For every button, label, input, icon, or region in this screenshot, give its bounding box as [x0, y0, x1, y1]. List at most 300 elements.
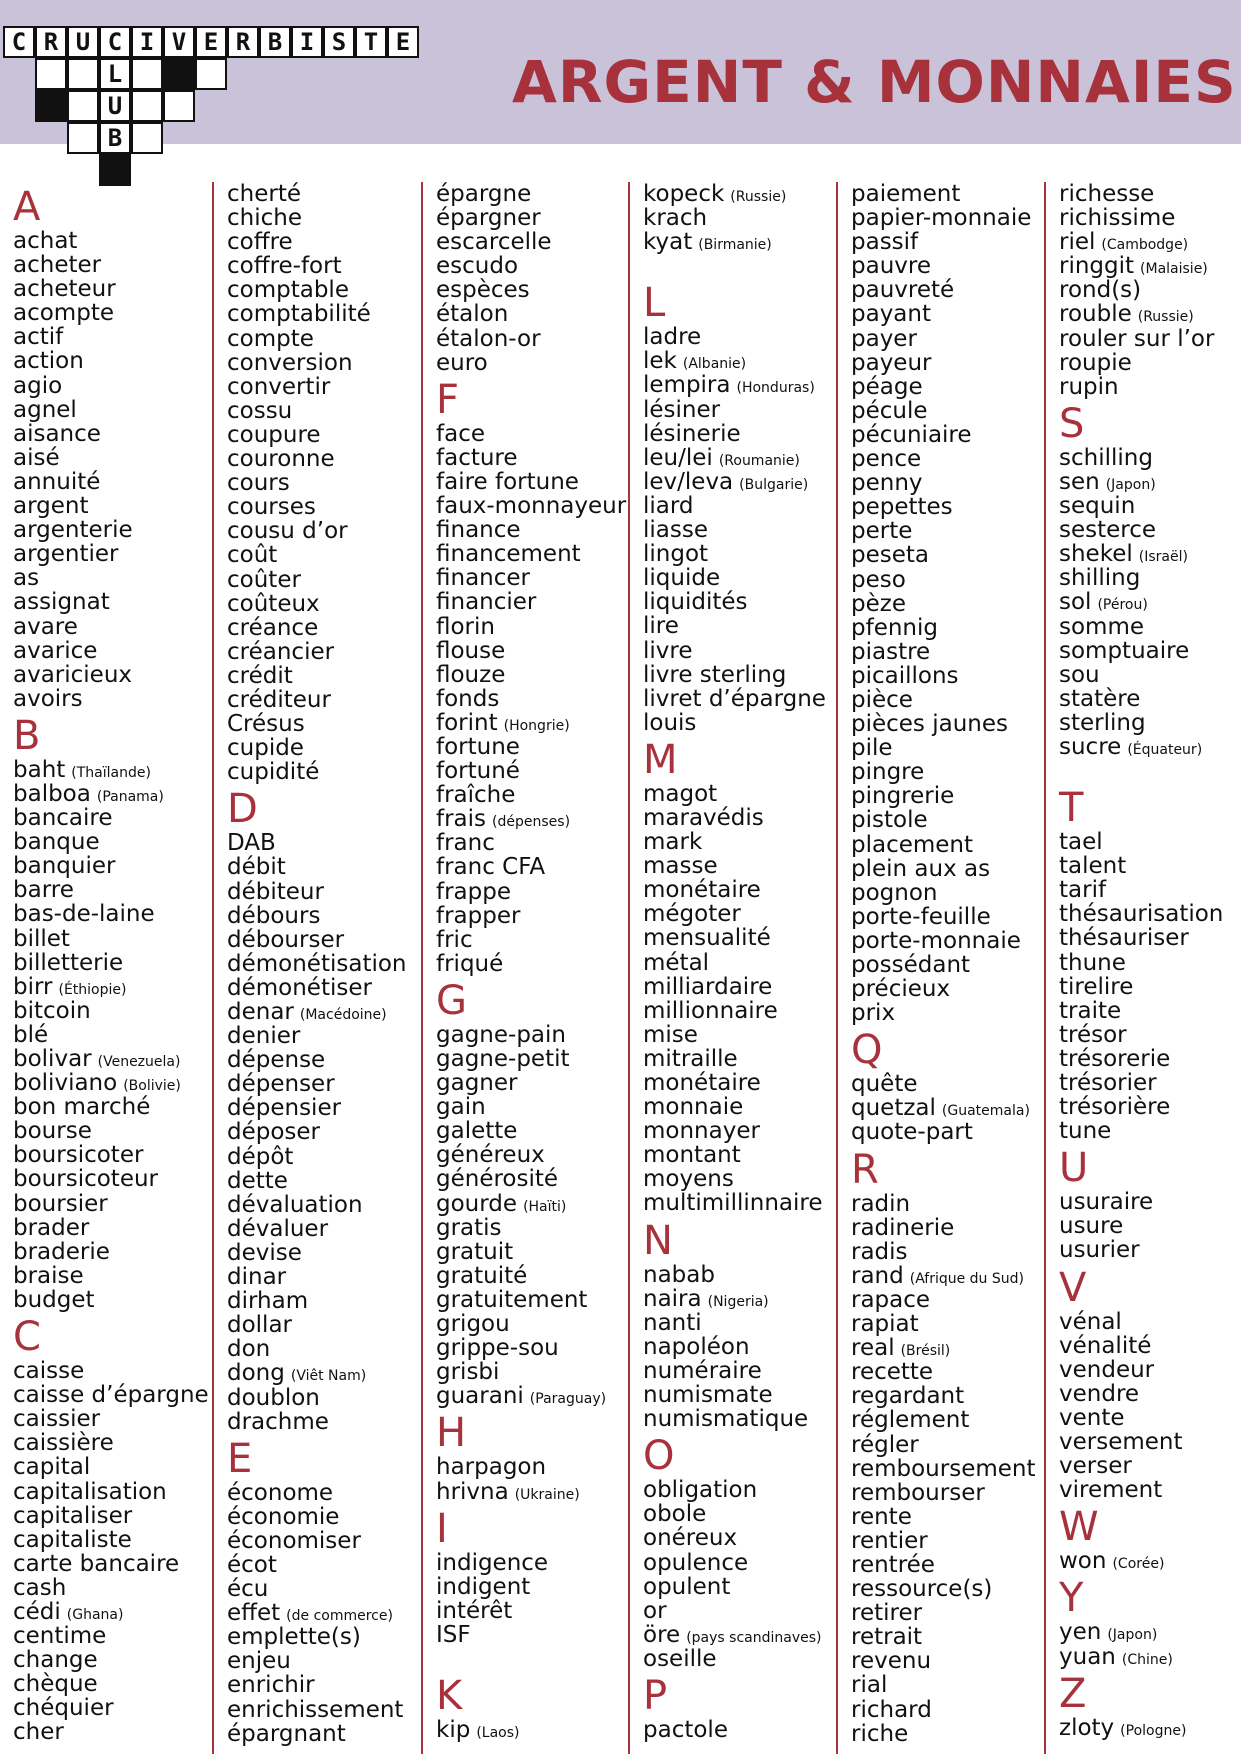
section-letter: R [851, 1146, 879, 1193]
word-text: dévaluation [227, 1191, 363, 1218]
word-text: quête [851, 1071, 918, 1098]
word-entry [1059, 902, 1241, 926]
word-text: kip [436, 1716, 471, 1743]
word-text: hrivna [436, 1478, 509, 1505]
word-entry [227, 1698, 420, 1722]
word-entry [227, 423, 420, 447]
word-text: bon marché [13, 1094, 151, 1121]
word-entry [851, 278, 1043, 302]
section-letter: L [643, 280, 666, 327]
word-entry [851, 447, 1043, 471]
word-text: mégoter [643, 901, 741, 928]
word-entry [1059, 566, 1241, 590]
section-letter: U [1059, 1145, 1089, 1192]
word-text: argent [13, 493, 89, 520]
word-text: numéraire [643, 1357, 762, 1384]
word-entry [13, 398, 210, 422]
word-text: payeur [851, 349, 932, 376]
word-text: grippe-sou [436, 1335, 559, 1362]
word-entry [13, 1720, 210, 1744]
word-entry [13, 349, 210, 373]
word-entry [1059, 1549, 1241, 1573]
word-entry [643, 1526, 835, 1550]
word-text: enrichissement [227, 1696, 404, 1723]
word-entry [1059, 975, 1241, 999]
word-entry [643, 782, 835, 806]
word-entry [643, 542, 835, 566]
word-note: (pays scandinaves) [686, 1629, 822, 1646]
word-entry [227, 1601, 420, 1625]
word-text: payer [851, 325, 917, 352]
word-text: monnaie [643, 1094, 744, 1121]
word-entry [13, 494, 210, 518]
section-gap [436, 1647, 627, 1671]
word-text: numismatique [643, 1406, 809, 1433]
word-entry [851, 760, 1043, 784]
word-entry [13, 446, 210, 470]
word-entry [851, 1360, 1043, 1384]
word-entry [227, 880, 420, 904]
word-text: dette [227, 1167, 288, 1194]
word-text: financer [436, 565, 530, 592]
word-entry [13, 518, 210, 542]
word-text: enjeu [227, 1648, 291, 1675]
word-entry [643, 1407, 835, 1431]
word-entry [13, 422, 210, 446]
word-text: peseta [851, 542, 929, 569]
word-text: capitalisation [13, 1478, 167, 1505]
word-note: (dépenses) [492, 814, 571, 831]
word-text: kyat [643, 229, 693, 256]
word-text: shekel [1059, 541, 1133, 568]
word-note: (Russie) [730, 189, 787, 205]
word-entry [643, 830, 835, 854]
word-column-6 [1044, 182, 1241, 1754]
word-entry [227, 568, 420, 592]
section-letter: M [643, 736, 678, 783]
word-entry [13, 325, 210, 349]
word-entry [13, 566, 210, 590]
word-text: capital [13, 1454, 91, 1481]
word-text: acheteur [13, 276, 116, 303]
word-text: magot [643, 780, 718, 807]
word-note: (Roumanie) [718, 452, 800, 469]
word-text: livre sterling [643, 661, 787, 688]
word-text: gagner [436, 1070, 518, 1097]
word-entry [851, 953, 1043, 977]
crossword-letter-cell: C [3, 26, 35, 58]
word-text: cupide [227, 735, 304, 762]
word-text: banque [13, 829, 100, 856]
word-text: flouze [436, 661, 506, 688]
word-entry [227, 952, 420, 976]
word-note: (Laos) [476, 1724, 520, 1741]
word-entry [643, 398, 835, 422]
section-letter: A [13, 184, 41, 230]
word-text: talent [1059, 853, 1127, 880]
word-text: agnel [13, 396, 77, 423]
word-entry [643, 1575, 835, 1599]
word-entry [851, 977, 1043, 1001]
word-entry [436, 1119, 627, 1143]
word-text: face [436, 420, 485, 447]
crossword-letter-cell: U [99, 90, 131, 122]
word-entry [436, 928, 627, 952]
word-text: radin [851, 1190, 911, 1217]
word-text: revenu [851, 1648, 932, 1675]
word-entry [1059, 1478, 1241, 1502]
word-entry [1059, 711, 1241, 735]
word-text: franc CFA [436, 854, 546, 881]
word-text: épargne [436, 182, 532, 207]
word-text: annuité [13, 468, 101, 495]
word-entry [227, 1649, 420, 1673]
word-text: cédi [13, 1598, 61, 1625]
word-text: dépensier [227, 1095, 342, 1122]
word-text: action [13, 348, 84, 375]
word-entry [13, 1504, 210, 1528]
word-entry [436, 1071, 627, 1095]
word-text: leu/lei [643, 444, 713, 471]
word-entry [643, 1718, 835, 1742]
word-entry [851, 1336, 1043, 1360]
word-entry [851, 1072, 1043, 1096]
word-text: denar [227, 999, 294, 1025]
word-text: obole [643, 1501, 707, 1528]
word-text: sterling [1059, 709, 1146, 736]
word-entry [227, 1120, 420, 1144]
word-text: remboursement [851, 1455, 1036, 1482]
word-text: boursicoter [13, 1142, 144, 1169]
word-text: emplette(s) [227, 1624, 361, 1651]
word-note: (Chine) [1121, 1651, 1173, 1668]
word-entry [436, 807, 627, 831]
word-entry [13, 1023, 210, 1047]
word-entry [1059, 687, 1241, 711]
word-entry [436, 1551, 627, 1575]
word-text: louis [643, 709, 697, 736]
word-text: facture [436, 444, 518, 471]
word-text: caisse d’épargne [13, 1382, 209, 1409]
word-text: banquier [13, 853, 116, 880]
word-entry [1059, 182, 1241, 206]
word-entry [851, 399, 1043, 423]
word-text: or [643, 1597, 667, 1624]
word-entry [643, 1599, 835, 1623]
word-text: rente [851, 1503, 912, 1530]
word-entry [436, 470, 627, 494]
word-text: oseille [643, 1645, 717, 1672]
word-text: krach [643, 205, 708, 232]
word-entry [227, 855, 420, 879]
section-letter: B [13, 712, 41, 759]
word-text: chiche [227, 205, 302, 232]
word-entry [1059, 951, 1241, 975]
word-text: sesterce [1059, 517, 1157, 544]
word-text: économiser [227, 1527, 361, 1554]
word-entry [436, 254, 627, 278]
word-note: (Corée) [1112, 1556, 1165, 1573]
word-text: possédant [851, 952, 971, 978]
word-entry [851, 568, 1043, 592]
word-note: (Birmanie) [698, 237, 772, 254]
word-entry [13, 1696, 210, 1720]
word-entry [227, 1577, 420, 1601]
word-text: caissier [13, 1406, 101, 1433]
word-note: (Guatemala) [941, 1103, 1030, 1120]
word-note: (Japon) [1105, 476, 1156, 493]
word-text: devise [227, 1239, 302, 1266]
word-text: pistole [851, 807, 928, 834]
word-entry [227, 351, 420, 375]
word-text: gagne-pain [436, 1021, 566, 1048]
word-entry [643, 639, 835, 663]
crossword-empty-cell [67, 90, 99, 122]
word-entry [851, 230, 1043, 254]
word-entry [13, 1431, 210, 1455]
word-text: créance [227, 614, 319, 641]
word-entry [851, 302, 1043, 326]
section-letter: V [1059, 1264, 1087, 1311]
word-text: billet [13, 925, 70, 952]
word-text: monnayer [643, 1118, 760, 1145]
word-entry [227, 1553, 420, 1577]
word-text: démonétisation [227, 950, 407, 977]
section-letter: W [1059, 1504, 1099, 1551]
word-text: précieux [851, 976, 951, 1003]
word-text: yuan [1059, 1643, 1116, 1670]
word-entry [851, 1505, 1043, 1529]
word-entry [227, 1313, 420, 1337]
word-text: drachme [227, 1408, 329, 1435]
word-entry [851, 1457, 1043, 1481]
crossword-empty-cell [163, 90, 195, 122]
word-entry [643, 1502, 835, 1526]
word-entry [643, 1478, 835, 1502]
word-text: lev/leva [643, 468, 734, 495]
word-note: (Macédoine) [299, 1007, 387, 1023]
word-text: virement [1059, 1477, 1163, 1504]
word-text: fric [436, 926, 473, 953]
word-entry [1059, 1430, 1241, 1454]
word-text: pièce [851, 686, 913, 713]
word-text: frappe [436, 878, 511, 905]
word-text: tirelire [1059, 973, 1134, 1000]
word-entry [227, 640, 420, 664]
word-entry [851, 254, 1043, 278]
word-text: sen [1059, 468, 1100, 495]
word-text: Crésus [227, 711, 305, 738]
word-entry [227, 399, 420, 423]
word-entry [227, 1722, 420, 1746]
word-entry [851, 929, 1043, 953]
word-text: quetzal [851, 1095, 936, 1122]
word-text: galette [436, 1118, 518, 1145]
word-text: ressource(s) [851, 1576, 993, 1603]
word-entry [1059, 1716, 1241, 1740]
word-entry [227, 1673, 420, 1697]
word-text: radinerie [851, 1214, 955, 1241]
word-entry [13, 687, 210, 711]
word-entry [851, 1408, 1043, 1432]
word-text: picaillons [851, 662, 959, 689]
word-text: braderie [13, 1238, 110, 1265]
word-text: lek [643, 348, 677, 375]
word-text: coupure [227, 421, 321, 448]
word-column-5 [836, 182, 1043, 1754]
word-entry [1059, 351, 1241, 375]
word-text: mise [643, 1021, 698, 1048]
word-entry [643, 1167, 835, 1191]
word-text: boursier [13, 1190, 108, 1217]
word-entry [1059, 735, 1241, 759]
word-entry [13, 639, 210, 663]
word-entry [13, 542, 210, 566]
word-text: pile [851, 735, 893, 762]
word-entry [1059, 999, 1241, 1023]
word-entry [227, 1024, 420, 1048]
word-text: débourser [227, 926, 345, 953]
word-entry [227, 592, 420, 616]
word-entry [1059, 926, 1241, 950]
word-text: riel [1059, 229, 1096, 256]
word-entry [13, 1192, 210, 1216]
word-text: grisbi [436, 1359, 500, 1386]
word-entry [436, 446, 627, 470]
word-entry [13, 663, 210, 687]
word-entry [13, 1600, 210, 1624]
crossword-logo [3, 26, 423, 190]
word-text: avaricieux [13, 661, 133, 688]
word-text: débiteur [227, 878, 324, 905]
word-text: multimillinnaire [643, 1190, 823, 1217]
word-text: lempira [643, 372, 731, 399]
crossword-letter-cell: V [163, 26, 195, 58]
word-text: sol [1059, 589, 1092, 616]
word-entry [643, 422, 835, 446]
word-entry [227, 254, 420, 278]
word-note: (Malaisie) [1140, 261, 1208, 278]
word-entry [436, 1240, 627, 1264]
word-text: versement [1059, 1429, 1183, 1456]
word-entry [1059, 302, 1241, 326]
word-text: cousu d’or [227, 518, 348, 545]
word-entry [436, 302, 627, 326]
word-text: forint [436, 709, 498, 736]
word-entry [436, 1312, 627, 1336]
word-entry [1059, 854, 1241, 878]
word-text: financement [436, 541, 581, 568]
word-text: effet [227, 1600, 281, 1627]
word-text: retrait [851, 1624, 923, 1651]
word-entry [227, 1096, 420, 1120]
word-text: faire fortune [436, 468, 579, 495]
word-text: boliviano [13, 1070, 118, 1097]
word-text: coût [227, 542, 278, 569]
word-note: (Venezuela) [97, 1054, 181, 1070]
word-text: chéquier [13, 1695, 114, 1722]
crossword-letter-cell: I [131, 26, 163, 58]
word-entry [851, 1529, 1043, 1553]
word-entry [13, 1383, 210, 1407]
word-entry [851, 1601, 1043, 1625]
word-entry [643, 1263, 835, 1287]
word-entry [227, 688, 420, 712]
word-entry [643, 663, 835, 687]
word-entry [13, 1648, 210, 1672]
word-entry [436, 1455, 627, 1479]
word-entry [13, 1216, 210, 1240]
word-entry [227, 278, 420, 302]
word-entry [436, 783, 627, 807]
word-entry [436, 952, 627, 976]
word-entry [851, 471, 1043, 495]
page-title: ARGENT & MONNAIES [512, 48, 1237, 116]
word-entry [227, 928, 420, 952]
word-entry [643, 687, 835, 711]
word-text: aisance [13, 420, 101, 447]
word-entry [851, 712, 1043, 736]
word-note: (Haïti) [523, 1198, 567, 1215]
word-text: enrichir [227, 1672, 315, 1699]
word-text: cupidité [227, 759, 320, 786]
word-text: richesse [1059, 182, 1155, 207]
word-text: maravédis [643, 804, 764, 831]
word-entry [227, 616, 420, 640]
word-text: kopeck [643, 182, 725, 207]
word-note: (Nigeria) [707, 1293, 769, 1310]
word-entry [227, 712, 420, 736]
word-text: rentrée [851, 1551, 935, 1578]
word-text: gratuitement [436, 1286, 588, 1313]
word-entry [436, 1336, 627, 1360]
word-text: öre [643, 1621, 681, 1648]
word-text: frapper [436, 902, 521, 929]
word-entry [436, 1095, 627, 1119]
word-entry [227, 1529, 420, 1553]
word-text: fraîche [436, 782, 516, 809]
word-entry [227, 230, 420, 254]
word-text: écot [227, 1551, 277, 1578]
word-entry [851, 808, 1043, 832]
word-text: harpagon [436, 1454, 547, 1481]
word-text: liquidités [643, 589, 748, 616]
word-entry [13, 1119, 210, 1143]
word-text: plein aux as [851, 855, 991, 882]
word-entry [436, 278, 627, 302]
word-text: billetterie [13, 949, 124, 976]
word-text: lire [643, 613, 679, 640]
word-entry [643, 206, 835, 230]
word-entry [643, 494, 835, 518]
word-text: faux-monnayeur [436, 493, 627, 520]
word-entry [643, 1143, 835, 1167]
word-entry [227, 1361, 420, 1385]
word-text: coûter [227, 566, 301, 593]
word-entry [227, 664, 420, 688]
word-note: (Ghana) [66, 1606, 124, 1623]
word-entry [851, 784, 1043, 808]
word-entry [1059, 1620, 1241, 1644]
word-text: liard [643, 492, 694, 519]
word-entry [13, 1359, 210, 1383]
word-text: fonds [436, 685, 500, 712]
word-text: argentier [13, 541, 119, 568]
word-text: bancaire [13, 805, 113, 832]
word-entry [1059, 1095, 1241, 1119]
word-entry [13, 277, 210, 301]
word-text: grigou [436, 1311, 510, 1338]
